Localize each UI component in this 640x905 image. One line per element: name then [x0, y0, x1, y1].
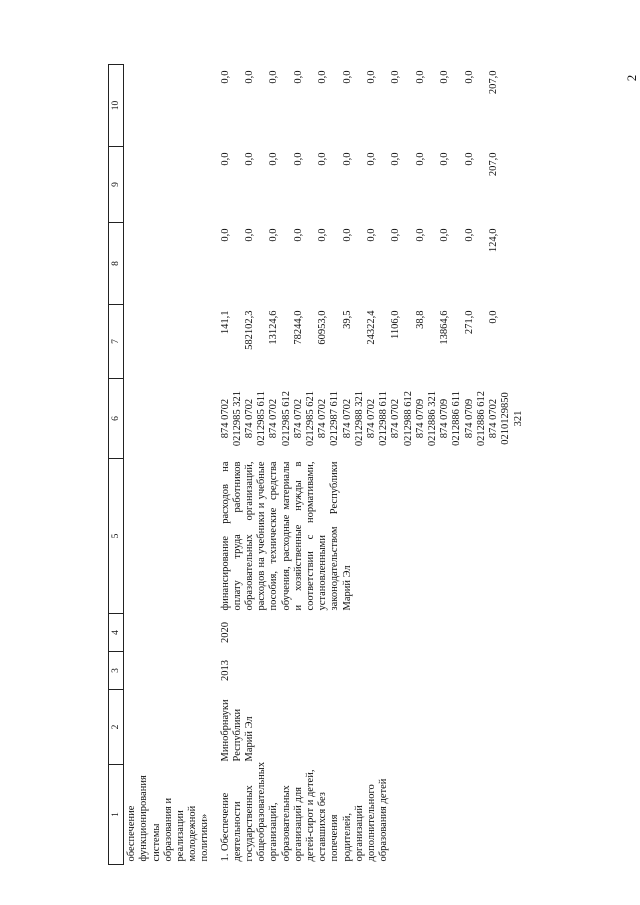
amounts-col-7-line: 141,1	[219, 310, 231, 335]
amounts-col-9-line	[427, 153, 439, 220]
amounts-col-7-line: 13864,6	[439, 310, 451, 345]
amounts-col-8-line: 0,0	[219, 228, 231, 242]
header-col-10: 10	[109, 65, 124, 147]
amounts-col-7-line: 38,8	[414, 310, 426, 329]
amounts-col-9-line: 0,0	[390, 152, 402, 166]
amounts-col-10-line: 0,0	[219, 70, 231, 84]
budget-codes-line: 874 0709	[414, 398, 426, 439]
amounts-col-7-line	[256, 311, 268, 376]
amounts-col-10-line	[512, 71, 524, 144]
amounts-col-10-line	[403, 71, 415, 144]
amounts-col-9-line	[281, 153, 293, 220]
amounts-col-7	[218, 305, 527, 379]
header-row	[109, 65, 124, 865]
amounts-col-10-line	[256, 71, 268, 144]
amounts-col-10-line: 0,0	[341, 70, 353, 84]
budget-codes-line: 874 0702	[292, 398, 304, 439]
budget-codes-line: 0212886 321	[427, 390, 439, 447]
amounts-col-7-line	[378, 311, 390, 376]
amounts-col-8-line	[500, 229, 512, 302]
amounts-col-8-line: 0,0	[292, 228, 304, 242]
amounts-col-9-line	[403, 153, 415, 220]
amounts-col-10-line	[427, 71, 439, 144]
measure-name: 1. Обеспечение деятельности государственных общеобразовательных организаций, образовательных организаций для детей-сирот и детей, оставшихся без попечения родителей, организаций дополнительного образования детей	[219, 761, 390, 862]
amounts-col-9-line: 0,0	[439, 152, 451, 166]
amounts-col-7-line	[512, 311, 524, 376]
amounts-col-10-line	[305, 71, 317, 144]
amounts-col-8	[218, 223, 527, 305]
amounts-col-10-line: 0,0	[268, 70, 280, 84]
amounts-col-9-line	[232, 153, 244, 220]
amounts-col-8-line	[232, 229, 244, 302]
amounts-col-8-line	[403, 229, 415, 302]
amounts-col-7-line: 13124,6	[268, 310, 280, 345]
amounts-col-8-line: 0,0	[390, 228, 402, 242]
page-number: 2	[624, 74, 639, 82]
budget-codes-line: 0212985 621	[305, 390, 317, 447]
budget-codes-line: 874 0709	[463, 398, 475, 439]
amounts-col-7-line	[427, 311, 439, 376]
amounts-col-10-line	[281, 71, 293, 144]
budget-codes-line: 0212987 611	[329, 391, 341, 446]
expected-result: финансирование расходов на оплату труда работников образовательных организаций, расходов на учебники и учебные пособия, технические средства обучения, расходные материалы и хозяйственные нужды в соответствии с нормативами, установленными законодательством Республики Марий Эл	[219, 461, 353, 611]
budget-codes-line: 874 0702	[488, 398, 500, 439]
budget-codes-line: 0212886 611	[451, 391, 463, 446]
budget-codes-line: 874 0709	[439, 398, 451, 439]
amounts-col-9-line	[329, 153, 341, 220]
amounts-col-7-line: 39,5	[341, 310, 353, 329]
amounts-col-9-line	[476, 153, 488, 220]
budget-codes-line: 0210129850	[500, 392, 512, 445]
amounts-col-7-line	[305, 311, 317, 376]
amounts-col-10-line: 0,0	[414, 70, 426, 84]
amounts-col-7-line	[451, 311, 463, 376]
amounts-col-9-line: 0,0	[292, 152, 304, 166]
intro-row	[124, 65, 218, 865]
amounts-col-9-line: 0,0	[414, 152, 426, 166]
amounts-col-10-line	[476, 71, 488, 144]
amounts-col-8-line	[329, 229, 341, 302]
amounts-col-8-line: 0,0	[365, 228, 377, 242]
amounts-col-9-line	[451, 153, 463, 220]
budget-codes-line: 0212988 321	[353, 390, 365, 447]
amounts-col-9-line: 0,0	[463, 152, 475, 166]
table-row	[218, 65, 527, 865]
amounts-col-7-line	[281, 311, 293, 376]
budget-codes	[218, 379, 527, 459]
amounts-col-7-line: 1106,0	[390, 310, 402, 339]
amounts-col-8-line: 0,0	[268, 228, 280, 242]
budget-codes-line: 874 0702	[244, 398, 256, 439]
header-col-7: 7	[109, 305, 124, 379]
amounts-col-9-line	[305, 153, 317, 220]
amounts-col-10-line: 0,0	[390, 70, 402, 84]
header-col-4: 4	[109, 614, 124, 652]
amounts-col-10-line: 0,0	[439, 70, 451, 84]
amounts-col-8-line: 0,0	[244, 228, 256, 242]
budget-codes-line: 0212988 611	[378, 391, 390, 446]
amounts-col-10-line	[354, 71, 366, 144]
budget-codes-line: 0212985 612	[280, 390, 292, 447]
start-year: 2013	[219, 660, 231, 681]
amounts-col-8-line: 124,0	[487, 228, 499, 253]
amounts-col-8-line	[476, 229, 488, 302]
amounts-col-8-line	[378, 229, 390, 302]
amounts-col-8-line: 0,0	[317, 228, 329, 242]
amounts-col-9-line	[354, 153, 366, 220]
amounts-col-9-line	[500, 153, 512, 220]
budget-codes-line: 0212985 611	[256, 391, 268, 446]
amounts-col-9-line: 0,0	[365, 152, 377, 166]
amounts-col-9-line: 0,0	[341, 152, 353, 166]
amounts-col-7-line	[329, 311, 341, 376]
header-col-6: 6	[109, 379, 124, 459]
amounts-col-9-line	[378, 153, 390, 220]
amounts-col-7-line: 0,0	[487, 310, 499, 324]
amounts-col-7-line: 78244,0	[292, 310, 304, 345]
amounts-col-10-line: 0,0	[292, 70, 304, 84]
amounts-col-7-line: 582102,3	[244, 310, 256, 350]
amounts-col-9-line: 0,0	[219, 152, 231, 166]
amounts-col-9-line: 0,0	[244, 152, 256, 166]
amounts-col-8-line	[512, 229, 524, 302]
amounts-col-10-line	[232, 71, 244, 144]
amounts-col-9-line	[512, 153, 524, 220]
header-col-1: 1	[109, 765, 124, 865]
amounts-col-8-line: 0,0	[341, 228, 353, 242]
amounts-col-7-line: 271,0	[463, 310, 475, 335]
header-col-5: 5	[109, 459, 124, 614]
header-col-9: 9	[109, 147, 124, 223]
budget-codes-line: 874 0702	[341, 398, 353, 439]
amounts-col-8-line	[305, 229, 317, 302]
budget-codes-line: 874 0702	[366, 398, 378, 439]
responsible-executor: Минобрнауки Республики Марий Эл	[219, 699, 256, 762]
end-year: 2020	[219, 622, 231, 643]
budget-codes-line: 0212886 612	[475, 390, 487, 447]
amounts-col-8-line: 0,0	[414, 228, 426, 242]
amounts-col-10-line	[500, 71, 512, 144]
amounts-col-10-line: 0,0	[365, 70, 377, 84]
amounts-col-7-line	[403, 311, 415, 376]
amounts-col-9-line: 0,0	[317, 152, 329, 166]
header-col-2: 2	[109, 690, 124, 765]
amounts-col-9	[218, 147, 527, 223]
amounts-col-10-line	[329, 71, 341, 144]
amounts-col-7-line	[232, 311, 244, 376]
intro-text: обеспечение функционирования системы образования и реализации молодежной политики»	[126, 775, 211, 862]
amounts-col-9-line: 207,0	[487, 152, 499, 177]
amounts-col-10-line: 207,0	[487, 70, 499, 95]
amounts-col-8-line	[451, 229, 463, 302]
amounts-col-7-line: 60953,0	[317, 310, 329, 345]
header-col-8: 8	[109, 223, 124, 305]
amounts-col-10	[218, 65, 527, 147]
budget-table	[108, 64, 527, 865]
budget-codes-line: 321	[512, 410, 524, 427]
budget-codes-line: 874 0702	[219, 398, 231, 439]
budget-codes-line: 874 0702	[317, 398, 329, 439]
amounts-col-10-line: 0,0	[244, 70, 256, 84]
amounts-col-10-line: 0,0	[463, 70, 475, 84]
amounts-col-7-line	[354, 311, 366, 376]
header-col-3: 3	[109, 652, 124, 690]
amounts-col-10-line	[378, 71, 390, 144]
amounts-col-8-line	[256, 229, 268, 302]
budget-codes-line: 0212985 321	[231, 390, 243, 447]
budget-codes-line: 874 0702	[390, 398, 402, 439]
amounts-col-9-line	[256, 153, 268, 220]
amounts-col-9-line: 0,0	[268, 152, 280, 166]
amounts-col-10-line: 0,0	[317, 70, 329, 84]
amounts-col-8-line: 0,0	[439, 228, 451, 242]
amounts-col-7-line	[500, 311, 512, 376]
amounts-col-8-line	[281, 229, 293, 302]
amounts-col-7-line	[476, 311, 488, 376]
amounts-col-8-line: 0,0	[463, 228, 475, 242]
amounts-col-8-line	[427, 229, 439, 302]
budget-codes-line: 874 0702	[268, 398, 280, 439]
amounts-col-7-line: 24322,4	[365, 310, 377, 345]
budget-codes-line: 0212988 612	[402, 390, 414, 447]
amounts-col-8-line	[354, 229, 366, 302]
amounts-col-10-line	[451, 71, 463, 144]
